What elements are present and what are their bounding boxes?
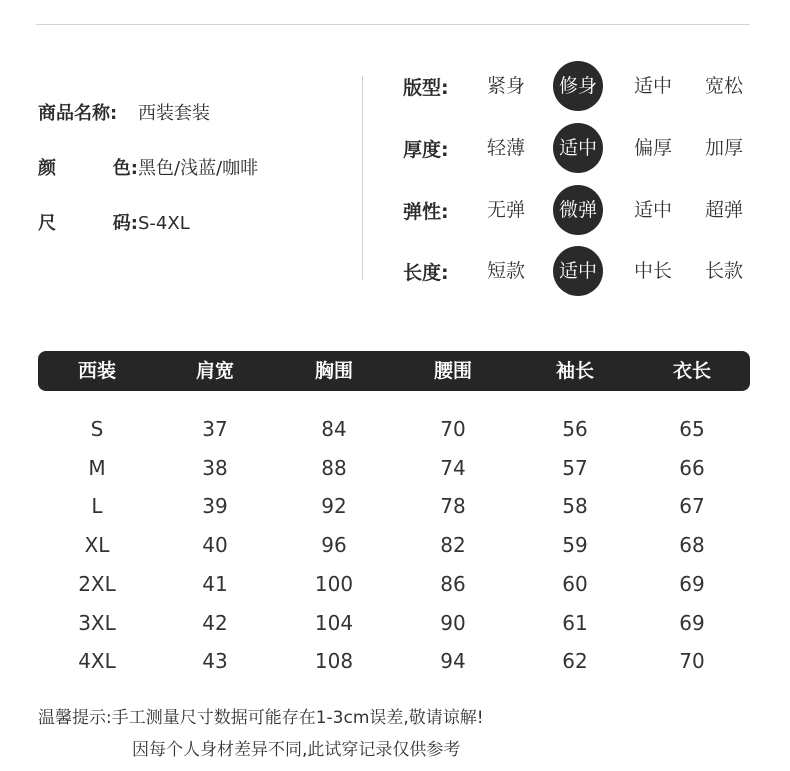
table-cell: 69	[679, 572, 705, 596]
table-cell: 82	[440, 533, 466, 557]
attribute-option: 超弹	[704, 199, 743, 221]
table-cell: 90	[440, 611, 466, 635]
attribute-option-selected: 适中	[553, 246, 603, 296]
attribute-option: 紧身	[486, 75, 525, 97]
product-size-value: S-4XL	[138, 213, 190, 234]
table-cell: 96	[321, 533, 347, 557]
column-header-shoulder: 肩宽	[195, 360, 234, 382]
table-row	[0, 487, 790, 525]
vertical-divider	[362, 76, 363, 280]
table-cell: 70	[679, 649, 705, 673]
attribute-option: 无弹	[486, 199, 525, 221]
table-cell: 57	[562, 456, 588, 480]
table-row	[0, 410, 790, 448]
table-cell: 41	[202, 572, 228, 596]
product-name-value: 西装套装	[138, 103, 210, 124]
attribute-row	[403, 61, 763, 111]
table-cell: 37	[202, 417, 228, 441]
table-cell: 78	[440, 494, 466, 518]
table-cell: 56	[562, 417, 588, 441]
table-row	[0, 449, 790, 487]
attribute-row	[403, 123, 763, 173]
table-cell: 3XL	[78, 611, 116, 635]
product-size-label: 尺 码:	[38, 213, 138, 234]
table-cell: 4XL	[78, 649, 116, 673]
attribute-option-selected: 微弹	[553, 185, 603, 235]
attribute-option: 加厚	[704, 137, 743, 159]
attribute-option: 宽松	[704, 75, 743, 97]
table-cell: 100	[314, 572, 354, 596]
table-cell: 70	[440, 417, 466, 441]
table-cell: 58	[562, 494, 588, 518]
attribute-option: 偏厚	[633, 137, 672, 159]
table-cell: 38	[202, 456, 228, 480]
table-cell: 62	[562, 649, 588, 673]
table-cell: 2XL	[78, 572, 116, 596]
table-row	[0, 565, 790, 603]
table-cell: 66	[679, 456, 705, 480]
table-cell: M	[88, 456, 106, 480]
attribute-row	[403, 185, 763, 235]
attribute-label: 长度:	[403, 262, 449, 284]
table-cell: 39	[202, 494, 228, 518]
table-cell: 92	[321, 494, 347, 518]
attribute-option: 适中	[633, 199, 672, 221]
attribute-option-selected: 适中	[553, 123, 603, 173]
table-row	[0, 604, 790, 642]
table-cell: 40	[202, 533, 228, 557]
table-cell: 108	[314, 649, 354, 673]
attribute-label: 弹性:	[403, 201, 449, 223]
table-row	[0, 526, 790, 564]
note-line-1: 温馨提示:手工测量尺寸数据可能存在1-3cm误差,敬请谅解!	[38, 708, 484, 728]
table-cell: S	[90, 417, 104, 441]
attribute-row	[403, 246, 763, 296]
column-header-sleeve: 袖长	[555, 360, 594, 382]
table-cell: 94	[440, 649, 466, 673]
size-table-header	[38, 351, 750, 391]
attribute-label: 版型:	[403, 77, 449, 99]
attribute-option-selected: 修身	[553, 61, 603, 111]
table-cell: 59	[562, 533, 588, 557]
column-header-size: 西装	[77, 360, 116, 382]
product-name-row	[38, 99, 210, 125]
table-row	[0, 642, 790, 680]
attribute-option: 适中	[633, 75, 672, 97]
table-cell: 42	[202, 611, 228, 635]
table-cell: XL	[84, 533, 110, 557]
top-divider	[36, 24, 750, 25]
table-cell: 43	[202, 649, 228, 673]
attribute-option: 短款	[486, 260, 525, 282]
table-cell: 61	[562, 611, 588, 635]
product-color-row	[38, 154, 258, 180]
column-header-length: 衣长	[672, 360, 711, 382]
product-size-row	[38, 209, 190, 235]
product-color-label: 颜 色:	[38, 158, 138, 179]
table-cell: 65	[679, 417, 705, 441]
product-color-value: 黑色/浅蓝/咖啡	[138, 158, 259, 179]
table-cell: L	[91, 494, 103, 518]
attribute-option: 长款	[704, 260, 743, 282]
table-cell: 68	[679, 533, 705, 557]
attribute-label: 厚度:	[403, 139, 449, 161]
attribute-option: 中长	[633, 260, 672, 282]
table-cell: 84	[321, 417, 347, 441]
note-line-2: 因每个人身材差异不同,此试穿记录仅供参考	[132, 740, 461, 760]
table-cell: 67	[679, 494, 705, 518]
table-cell: 88	[321, 456, 347, 480]
column-header-waist: 腰围	[433, 360, 472, 382]
table-cell: 104	[314, 611, 354, 635]
table-cell: 86	[440, 572, 466, 596]
product-name-label: 商品名称:	[38, 103, 118, 124]
attribute-option: 轻薄	[486, 137, 525, 159]
table-cell: 69	[679, 611, 705, 635]
table-cell: 74	[440, 456, 466, 480]
table-cell: 60	[562, 572, 588, 596]
column-header-chest: 胸围	[314, 360, 353, 382]
